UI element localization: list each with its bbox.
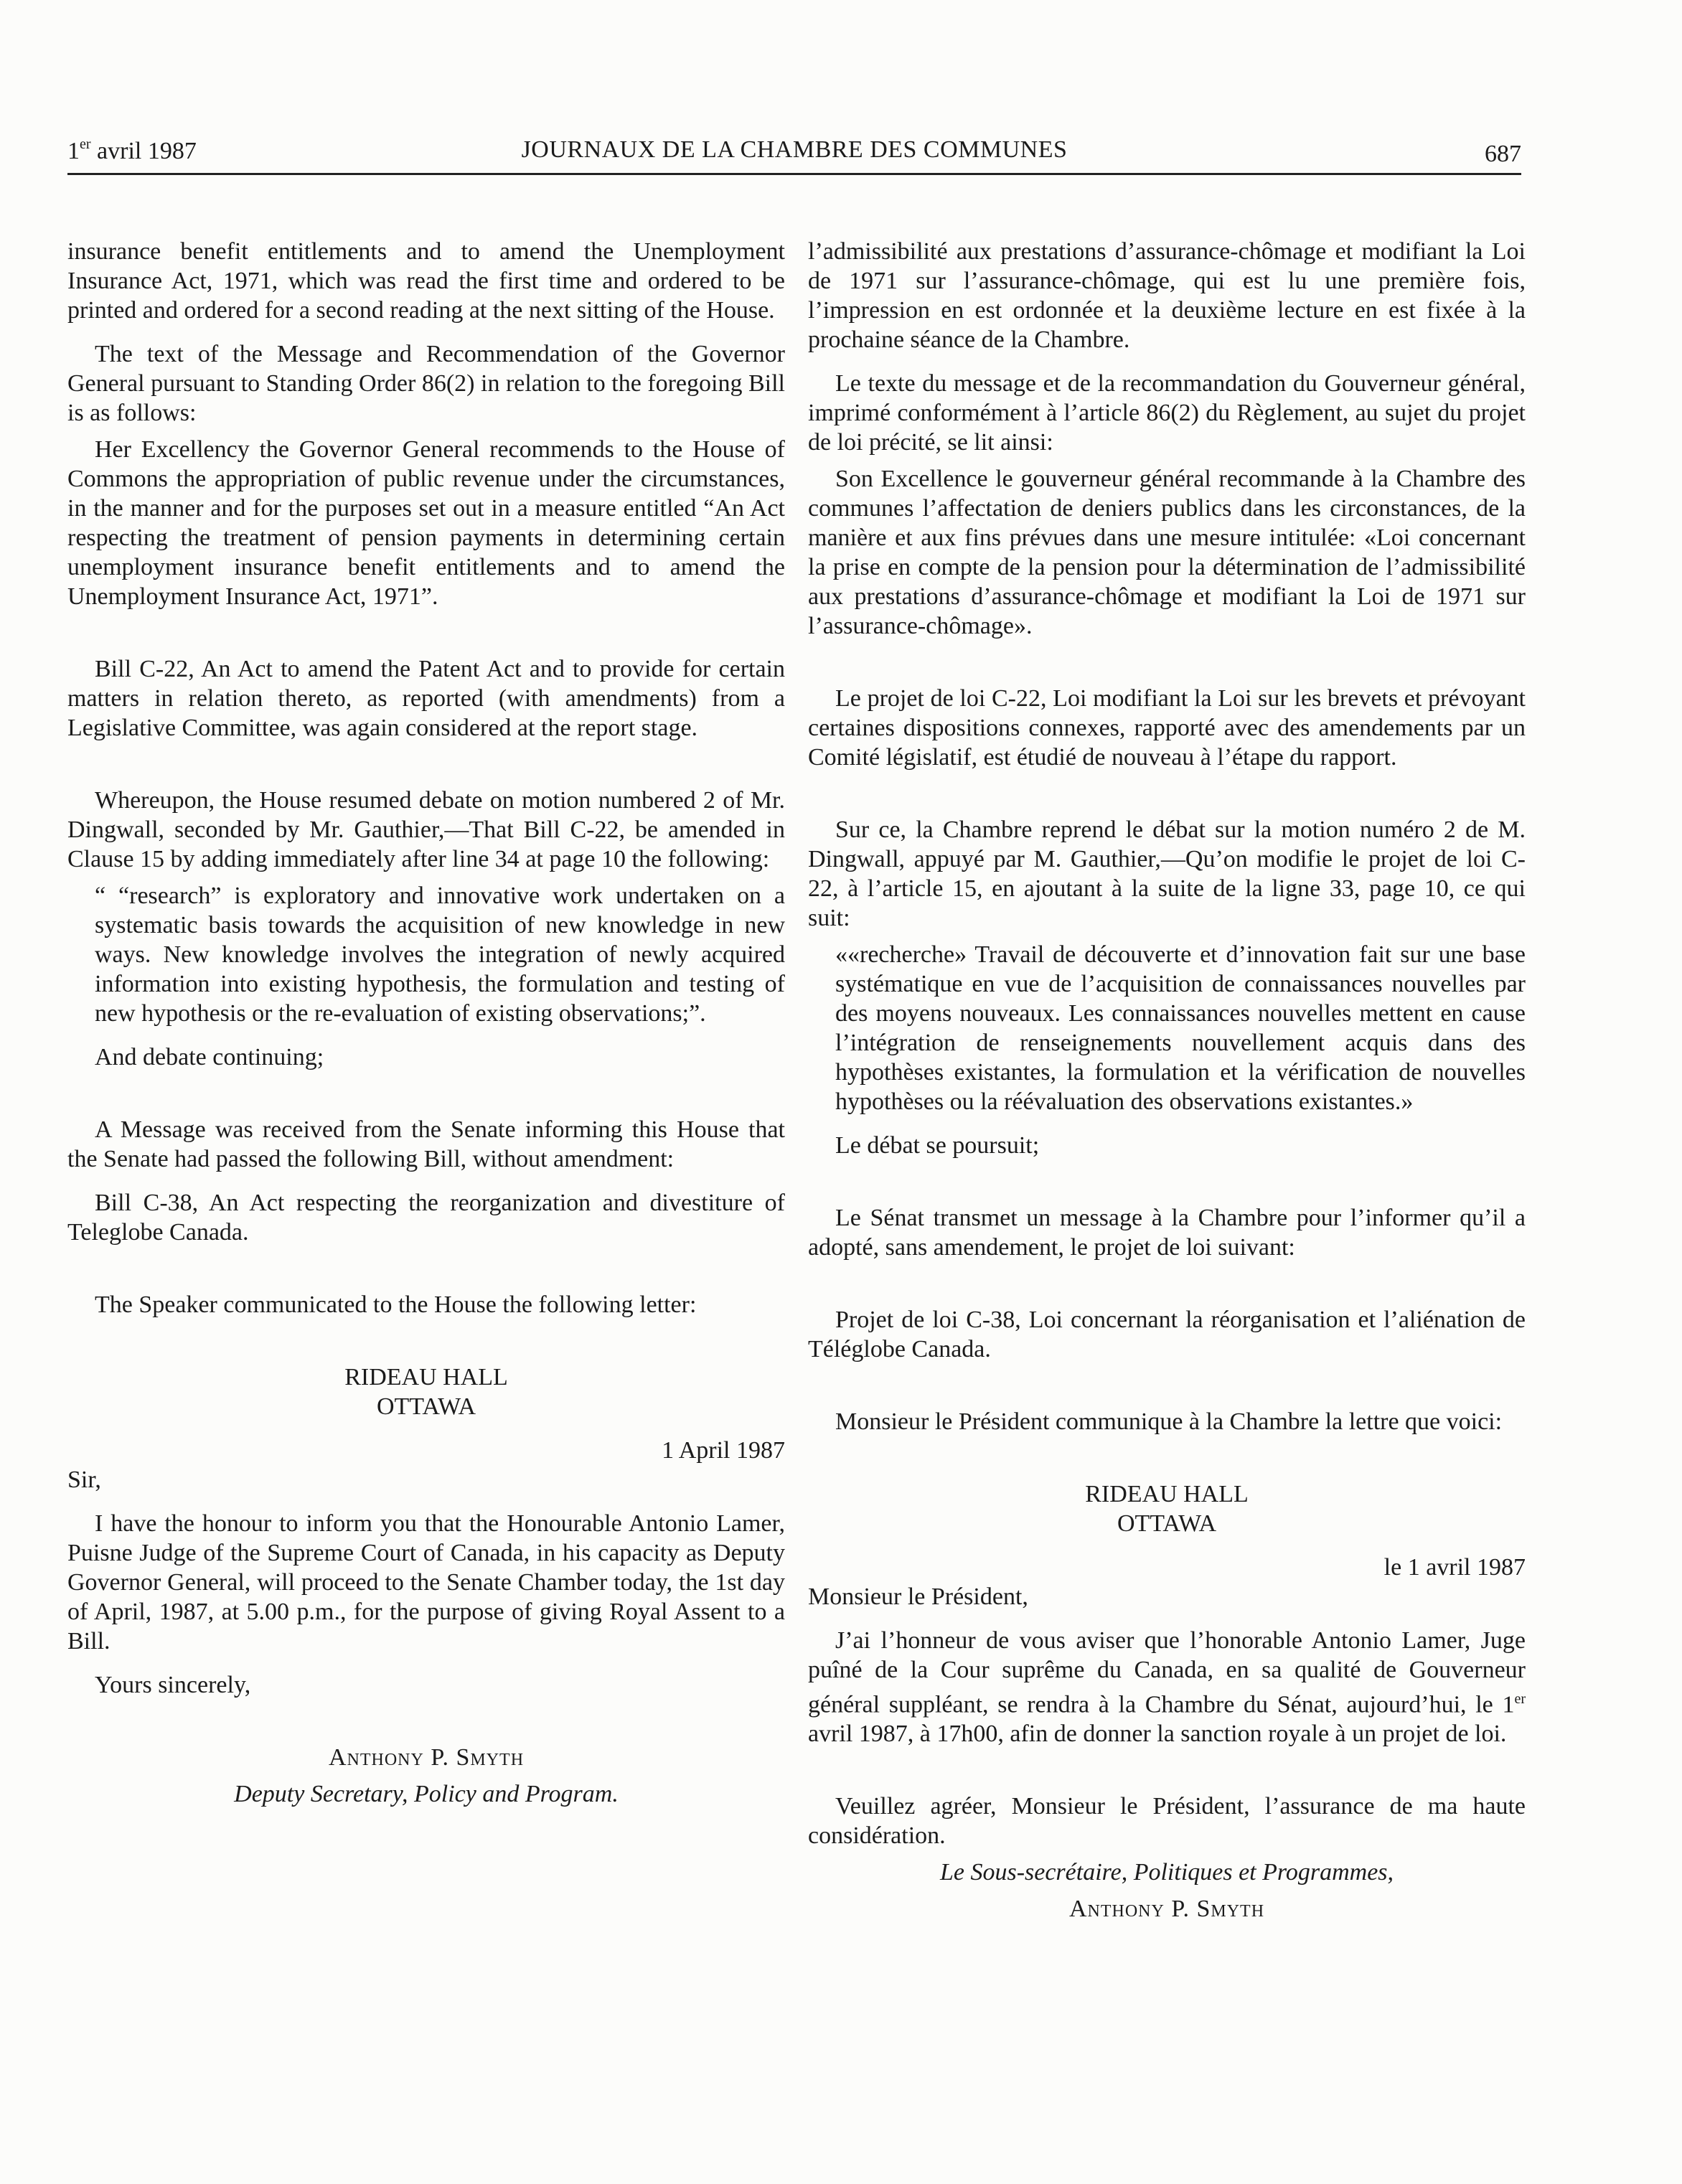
fr-debate-continuing: Le débat se poursuit; xyxy=(835,1132,1040,1159)
en-salutation: Sir, xyxy=(67,1467,101,1493)
fr-bill-c38: Projet de loi C-38, Loi concernant la réorganisation et l’aliénation de Téléglobe Canada. xyxy=(808,1307,1526,1362)
fr-letter-body xyxy=(808,1626,1526,1748)
header-date-day: 1 xyxy=(67,138,80,164)
fr-letter-date: le 1 avril 1987 xyxy=(1383,1554,1526,1581)
en-signature-title: Deputy Secretary, Policy and Program. xyxy=(234,1781,619,1807)
fr-letter-body-superscript: er xyxy=(1514,1691,1526,1707)
en-signature-name: Anthony P. Smyth xyxy=(328,1744,525,1771)
en-bill-c38: Bill C-38, An Act respecting the reorganization and divestiture of Teleglobe Canada. xyxy=(67,1190,785,1246)
en-address-line-2: OTTAWA xyxy=(376,1393,476,1420)
en-quote: “ “research” is exploratory and innovative work undertaken on a systematic basis towards the acquisition of new knowledge in new ways. New knowledge involves the integration of newly acquired information into existing hypothesis, the formulation and testing of new hypothesis or the re-evaluation of existing observations;”. xyxy=(95,882,785,1027)
en-senate-message: A Message was received from the Senate informing this House that the Senate had passed the following Bill, without amendment: xyxy=(67,1116,785,1172)
fr-motion: Sur ce, la Chambre reprend le débat sur la motion numéro 2 de M. Dingwall, appuyé par M. Gauthier,—Qu’on modifie le projet de loi C-22, à l’article 15, en ajoutant à la suite de la ligne 33, page 10, ce qui suit: xyxy=(808,816,1526,931)
en-letter-date: 1 April 1987 xyxy=(662,1437,785,1464)
french-column xyxy=(808,237,1526,1924)
fr-salutation: Monsieur le Président, xyxy=(808,1583,1028,1610)
page-number: 687 xyxy=(1485,141,1521,167)
fr-signature-name: Anthony P. Smyth xyxy=(1068,1896,1265,1923)
header-date-superscript: er xyxy=(80,136,91,152)
en-paragraph-2: The text of the Message and Recommendation of the Governor General pursuant to Standing Order 86(2) in relation to the foregoing Bill is as follows: xyxy=(67,341,785,426)
fr-letter-body-part-1: J’ai l’honneur de vous aviser que l’honorable Antonio Lamer, Juge puîné de la Cour suprême du Canada, en sa qualité de Gouverneur général suppléant, se rendra à la Chambre du Sénat, aujourd’hui, le 1 xyxy=(808,1627,1526,1718)
en-address-line-1: RIDEAU HALL xyxy=(344,1364,508,1390)
en-bill-c22: Bill C-22, An Act to amend the Patent Act and to provide for certain matters in relation thereto, as reported (with amendments) from a Legislative Committee, was again considered at the report stage. xyxy=(67,656,785,741)
english-column xyxy=(67,237,785,1809)
fr-quote: ««recherche» Travail de découverte et d’innovation fait sur une base systématique en vue de l’acquisition de connaissances nouvelles par des moyens nouveaux. Les connaissances nouvelles mettent en cause l’intégration de renseignements nouvellement acquis dans des hypothèses existantes, la formulation et la vérification de nouvelles hypothèses ou la réévaluation des observations existantes.» xyxy=(835,941,1526,1115)
fr-paragraph-1: l’admissibilité aux prestations d’assurance-chômage et modifiant la Loi de 1971 sur l’assurance-chômage, qui est lu une première fois, l’impression en est ordonnée et la deuxième lecture en est fixée à la prochaine séance de la Chambre. xyxy=(808,238,1526,353)
en-letter-body: I have the honour to inform you that the Honourable Antonio Lamer, Puisne Judge of the Supreme Court of Canada, in his capacity as Deputy Governor General, will proceed to the Senate Chamber today, the 1st day of April, 1987, at 5.00 p.m., for the purpose of giving Royal Assent to a Bill. xyxy=(67,1510,785,1655)
header-title: JOURNAUX DE LA CHAMBRE DES COMMUNES xyxy=(521,136,1068,163)
en-recommendation: Her Excellency the Governor General recommends to the House of Commons the appropriation of public revenue under the circumstances, in the manner and for the purposes set out in a measure entitled “An Act respecting the treatment of pension payments in determining certain unemployment insurance benefit entitlements and to amend the Unemployment Insurance Act, 1971”. xyxy=(67,436,785,610)
fr-closing: Veuillez agréer, Monsieur le Président, l’assurance de ma haute considération. xyxy=(808,1793,1526,1850)
header-rule xyxy=(67,173,1521,175)
fr-bill-c22: Le projet de loi C-22, Loi modifiant la Loi sur les brevets et prévoyant certaines dispositions connexes, rapporté avec des amendements par un Comité législatif, est étudié de nouveau à l’étape du rapport. xyxy=(808,685,1526,771)
fr-signature-title: Le Sous-secrétaire, Politiques et Programmes, xyxy=(939,1859,1394,1886)
header-date-month-year: avril 1987 xyxy=(90,138,197,164)
en-motion: Whereupon, the House resumed debate on motion numbered 2 of Mr. Dingwall, seconded by Mr. Gauthier,—That Bill C-22, be amended in Clause 15 by adding immediately after line 34 at page 10 the following: xyxy=(67,787,785,872)
fr-letter-body-part-2: avril 1987, à 17h00, afin de donner la sanction royale à un projet de loi. xyxy=(808,1721,1507,1748)
fr-speaker-letter-intro: Monsieur le Président communique à la Chambre la lettre que voici: xyxy=(835,1408,1503,1435)
fr-paragraph-2: Le texte du message et de la recommandation du Gouverneur général, imprimé conformément à l’article 86(2) du Règlement, au sujet du projet de loi précité, se lit ainsi: xyxy=(808,370,1526,456)
en-debate-continuing: And debate continuing; xyxy=(95,1044,324,1070)
fr-senate-message: Le Sénat transmet un message à la Chambre pour l’informer qu’il a adopté, sans amendement, le projet de loi suivant: xyxy=(808,1205,1526,1261)
en-paragraph-1: insurance benefit entitlements and to amend the Unemployment Insurance Act, 1971, which was read the first time and ordered to be printed and ordered for a second reading at the next sitting of the House. xyxy=(67,238,785,324)
fr-address-line-1: RIDEAU HALL xyxy=(1085,1481,1249,1507)
fr-recommendation: Son Excellence le gouverneur général recommande à la Chambre des communes l’affectation de deniers publics dans les circonstances, de la manière et aux fins prévues dans une mesure intitulée: «Loi concernant la prise en compte de la pension pour la détermination de l’admissibilité aux prestations d’assurance-chômage et modifiant la Loi de 1971 sur l’assurance-chômage». xyxy=(808,466,1526,639)
en-speaker-letter-intro: The Speaker communicated to the House the following letter: xyxy=(95,1291,697,1318)
en-closing: Yours sincerely, xyxy=(95,1672,251,1698)
fr-address-line-2: OTTAWA xyxy=(1117,1510,1217,1537)
